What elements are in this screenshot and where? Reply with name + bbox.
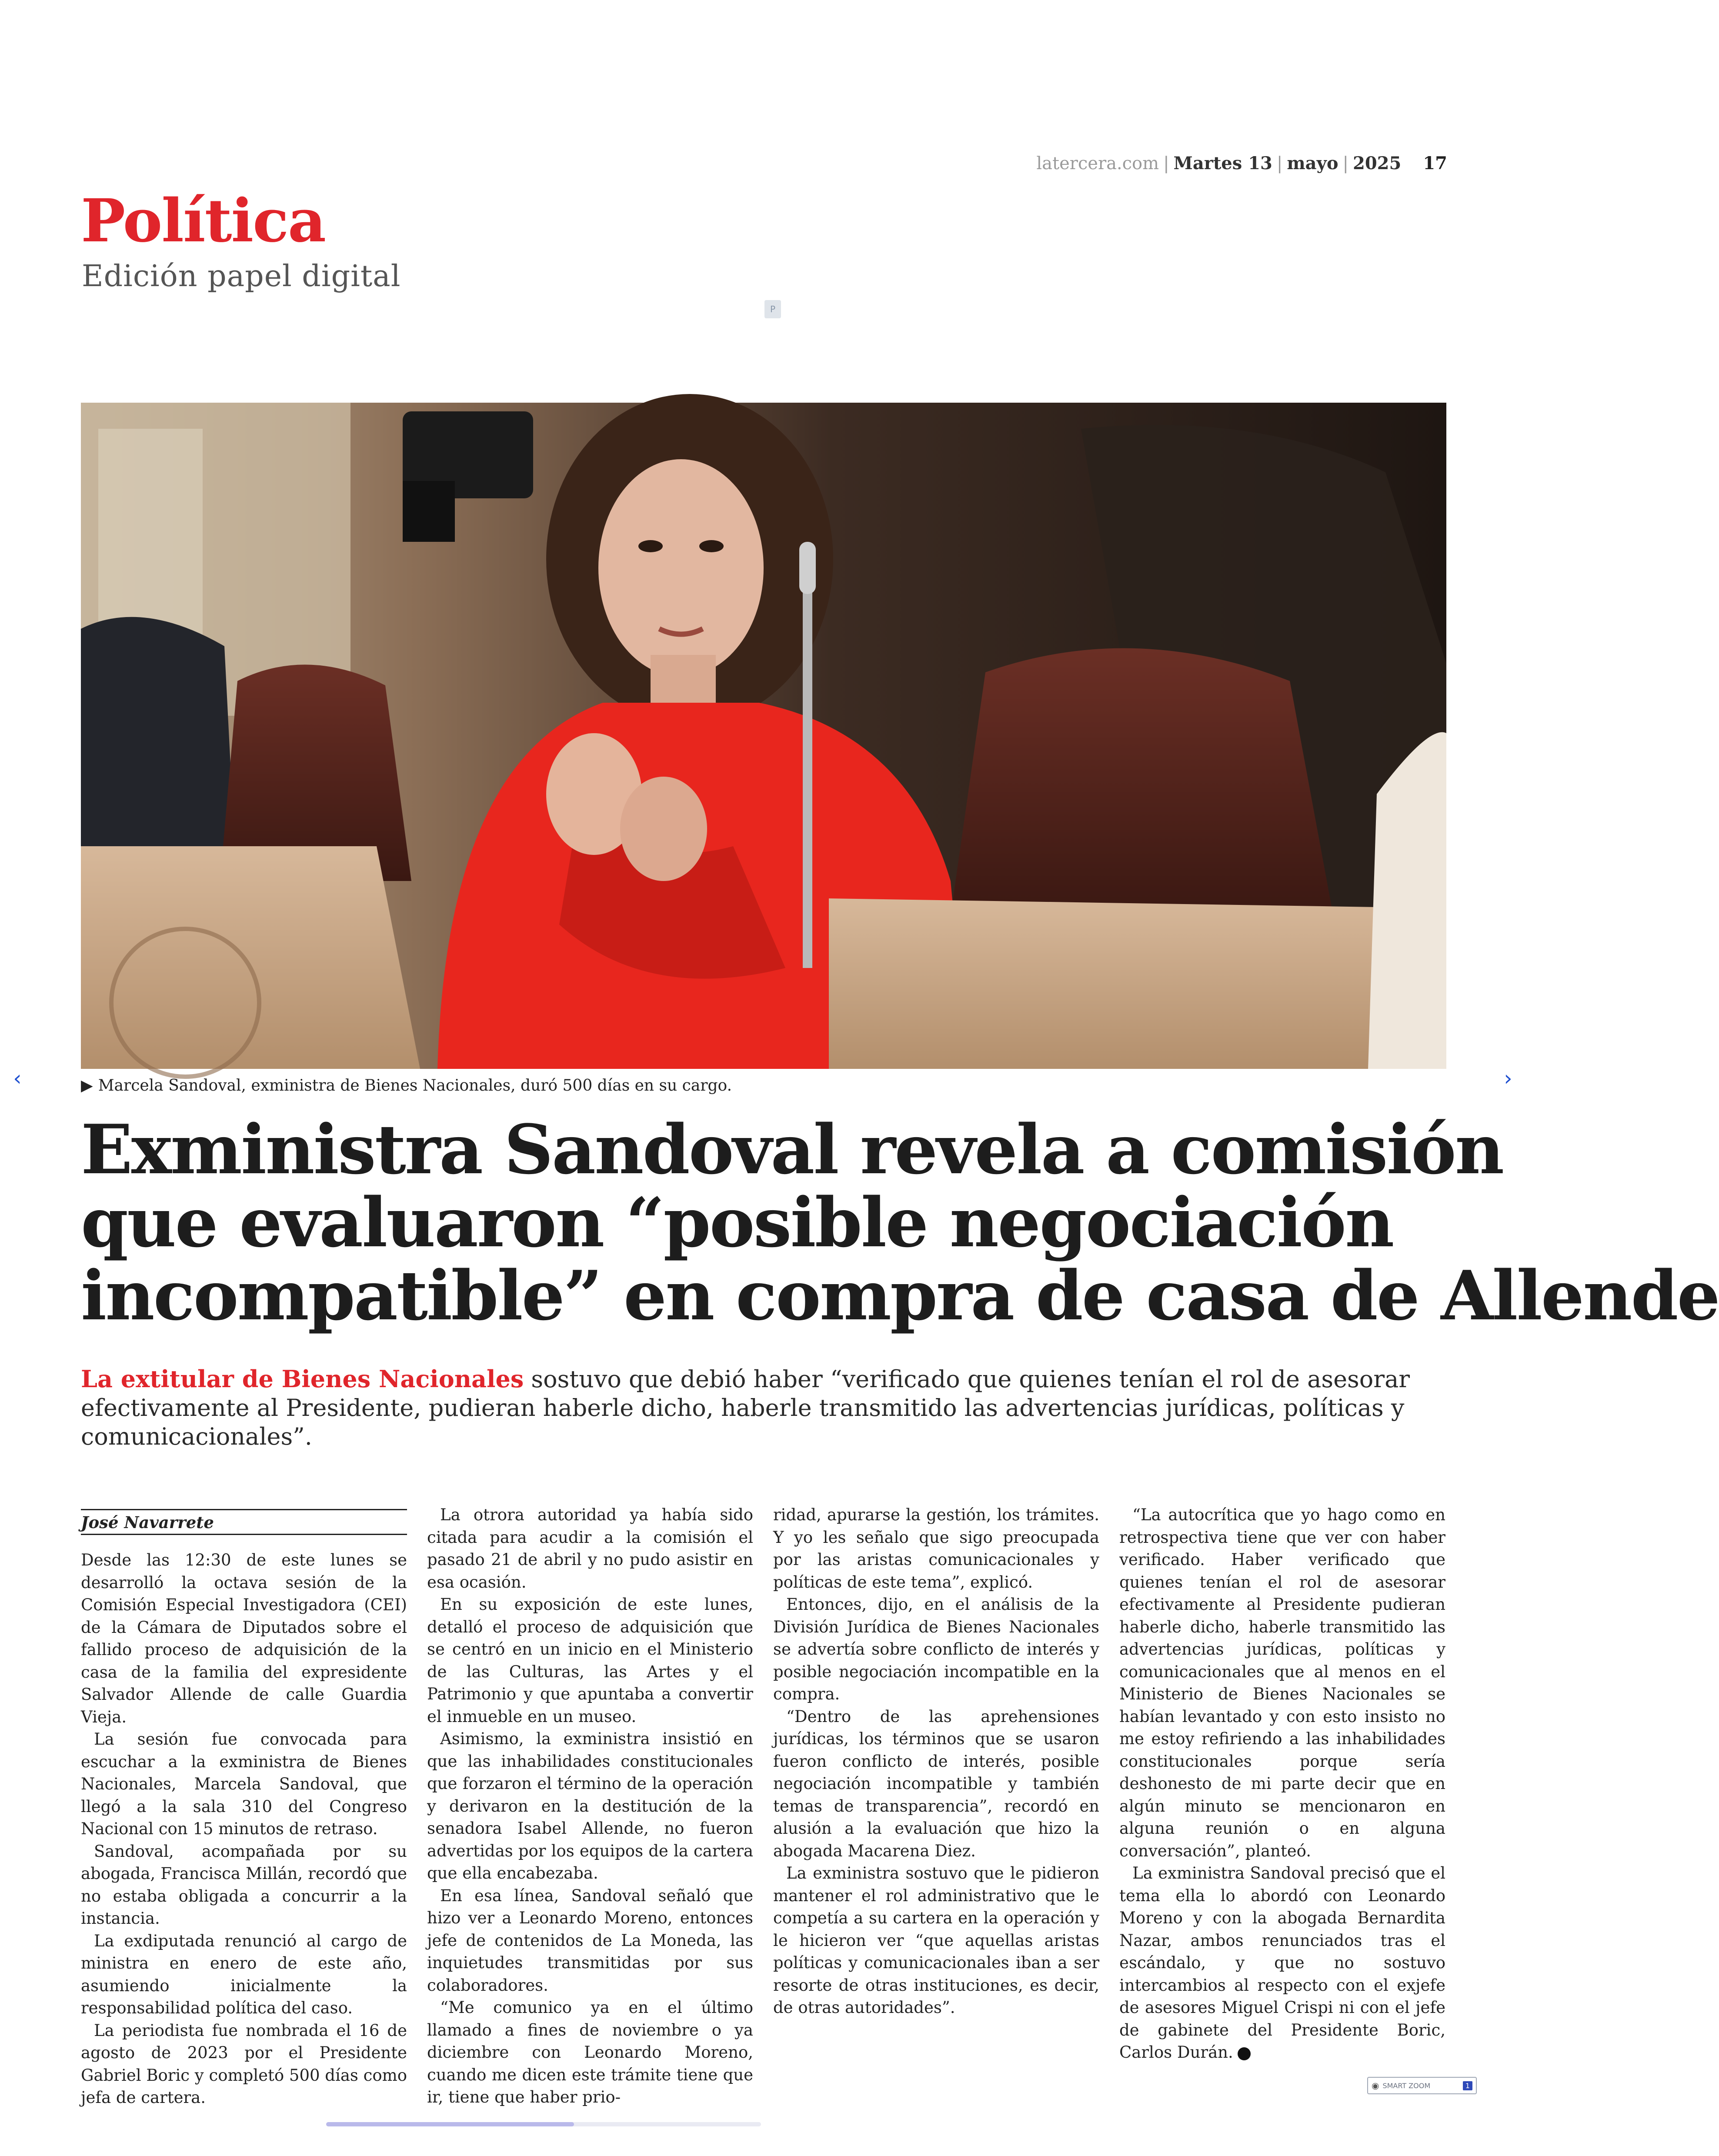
article-column-4: [1119, 1504, 1445, 2064]
paragraph-text: La exministra Sandoval precisó que el tema ella lo abordó con Leonardo Moreno y con la abogada Bernardita Nazar, ambos renunciados tras el escándalo, y que no sostuvo intercambios al respecto con el exjefe de asesores Miguel Crispi ni con el jefe de gabinete del Presidente Boric, Carlos Durán.: [1119, 1864, 1445, 2062]
photo-caption: [81, 1077, 732, 1095]
paragraph: La otrora autoridad ya había sido citada para acudir a la comisión el pasado 21 de abril y no pudo asistir en esa ocasión.: [427, 1505, 753, 1592]
lead-text: sostuvo que debió haber “verificado que quienes tenían el rol de asesorar efectivamente al Presidente, pudieran haberle dicho, haberle transmitido las advertencias jurídicas, políticas y comunicacionales”.: [81, 1365, 1410, 1450]
paragraph: Asimismo, la exministra insistió en que las inhabilidades constitucionales que forzaron el término de la operación y derivaron en la destitución de la senadora Isabel Allende, no fueron advertidas por los equipos de la cartera que ella encabezaba.: [427, 1729, 753, 1882]
article-photo: [81, 403, 1446, 1069]
article-column-1: [81, 1549, 407, 2109]
page-number: 17: [1423, 153, 1447, 174]
caption-arrow-icon: ▶: [81, 1077, 93, 1095]
paragraph: ridad, apurarse la gestión, los trámites. Y yo les señalo que sigo preocupada por las aristas comunicacionales y políticas de este tema”, explicó.: [773, 1505, 1099, 1592]
paragraph: “Me comunico ya en el último llamado a fines de noviembre o ya diciembre con Leonardo Moreno, cuando me dicen este trámite tiene que ir, tiene que haber prio-: [427, 1998, 753, 2106]
paragraph: La periodista fue nombrada el 16 de agosto de 2023 por el Presidente Gabriel Boric y completó 500 días como jefa de cartera.: [81, 2021, 407, 2107]
date-month: mayo: [1287, 153, 1338, 174]
header-dateline: latercera.com | Martes 13 | mayo | 2025 17: [1036, 153, 1447, 174]
headline-line: Exministra Sandoval revela a comisión: [81, 1110, 1503, 1189]
smart-zoom-count: 1: [1463, 2081, 1472, 2090]
ad-marker: P: [764, 300, 781, 318]
photo-illustration: [81, 403, 1446, 1069]
section-title: Política: [81, 186, 326, 256]
page-scrollbar[interactable]: [326, 2122, 761, 2126]
article-column-3: [773, 1504, 1099, 2019]
paragraph: La sesión fue convocada para escuchar a la exministra de Bienes Nacionales, Marcela Sandoval, que llegó a la sala 310 del Congreso Nacional con 15 minutos de retraso.: [81, 1730, 407, 1838]
paragraph: “Dentro de las aprehensiones jurídicas, los términos que se usaron fueron conflicto de interés, posible negociación incompatible y también temas de transparencia”, recordó en alusión a la evaluación que hizo la abogada Macarena Diez.: [773, 1707, 1099, 1860]
paragraph: La exdiputada renunció al cargo de ministra en enero de este año, asumiendo inicialmente la responsabilidad política del caso.: [81, 1931, 407, 2017]
article-column-2: [427, 1504, 753, 2109]
lead-highlight: La extitular de Bienes Nacionales: [81, 1365, 524, 1393]
smart-zoom-label: SMART ZOOM: [1382, 2081, 1431, 2090]
edition-label: Edición papel digital: [82, 259, 401, 294]
previous-page-button[interactable]: ‹: [13, 1066, 22, 1091]
headline-line: que evaluaron “posible negociación: [81, 1183, 1393, 1262]
paragraph: Entonces, dijo, en el análisis de la División Jurídica de Bienes Nacionales se advertía sobre conflicto de interés y posible negociación incompatible en la compra.: [773, 1595, 1099, 1703]
date-day: Martes 13: [1173, 153, 1272, 174]
byline: José Navarrete: [81, 1509, 407, 1535]
scrollbar-thumb[interactable]: [326, 2122, 574, 2126]
site-name: latercera.com: [1036, 154, 1159, 174]
paragraph: [1119, 1862, 1445, 2064]
next-page-button[interactable]: ›: [1504, 1066, 1512, 1091]
headline-line: incompatible” en compra de casa de Allende: [81, 1256, 1719, 1335]
paragraph: Desde las 12:30 de este lunes se desarrolló la octava sesión de la Comisión Especial Investigadora (CEI) de la Cámara de Diputados sobre el fallido proceso de adquisición de la casa de la familia del expresidente Salvador Allende de calle Guardia Vieja.: [81, 1551, 407, 1726]
paragraph: En esa línea, Sandoval señaló que hizo ver a Leonardo Moreno, entonces jefe de contenidos de La Moneda, las inquietudes transmitidas por sus colaboradores.: [427, 1886, 753, 1995]
article-headline: [81, 1110, 1719, 1335]
eye-icon: ◉: [1372, 2080, 1379, 2091]
caption-text: Marcela Sandoval, exministra de Bienes Nacionales, duró 500 días en su cargo.: [98, 1077, 732, 1095]
paragraph: “La autocrítica que yo hago como en retrospectiva tiene que ver con haber verificado. Haber verificado que quienes tenían el rol de asesorar efectivamente al Presidente pudieran haberle dicho, haberle transmitido las advertencias jurídicas, políticas y comunicacionales que al menos en el Ministerio de Bienes Nacionales se habían levantado y con esto insisto no me estoy refiriendo a las inhabilidades constitucionales porque sería deshonesto de mi parte decir que en algún minuto se mencionaron en alguna reunión o en alguna conversación”, planteó.: [1119, 1505, 1445, 1860]
date-year: 2025: [1353, 153, 1402, 174]
paragraph: En su exposición de este lunes, detalló el proceso de adquisición que se centró en un inicio en el Ministerio de las Culturas, las Artes y el Patrimonio y que apuntaba a convertir el inmueble en un museo.: [427, 1595, 753, 1726]
article-lead: [81, 1365, 1446, 1451]
paragraph: La exministra sostuvo que le pidieron mantener el rol administrativo que le competía a su cartera en la operación y le hicieron ver “que aquellas aristas políticas y comunicacionales iban a ser resorte de otras instituciones, es decir, de otras autoridades”.: [773, 1864, 1099, 2017]
paragraph: Sandoval, acompañada por su abogada, Francisca Millán, recordó que no estaba obligada a concurrir a la instancia.: [81, 1842, 407, 1928]
end-mark-icon: [1238, 2047, 1251, 2060]
smart-zoom-button[interactable]: [1367, 2077, 1477, 2094]
